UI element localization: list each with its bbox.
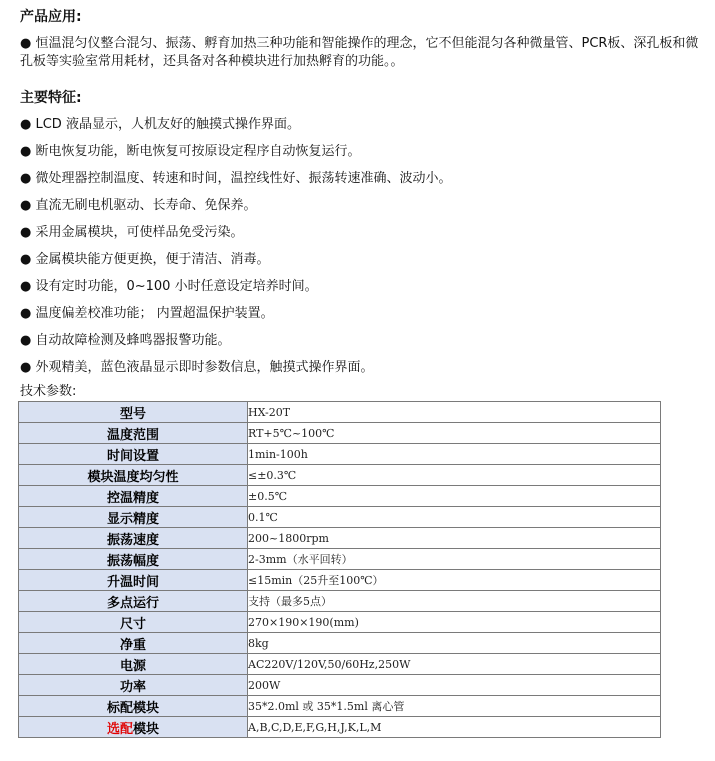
spec-key: 功率 (19, 675, 248, 696)
feature-item: ● 温度偏差校准功能； 内置超温保护装置。 (20, 306, 274, 321)
spec-key: 电源 (19, 654, 248, 675)
table-row (19, 423, 661, 444)
table-row (19, 444, 661, 465)
spec-key: 净重 (19, 633, 248, 654)
table-row (19, 675, 661, 696)
spec-value: 200~1800rpm (248, 528, 661, 549)
spec-value: 200W (248, 675, 661, 696)
feature-item: ● 外观精美，蓝色液晶显示即时参数信息，触摸式操作界面。 (20, 360, 374, 375)
table-row (19, 465, 661, 486)
spec-value: 35*2.0ml 或 35*1.5ml 离心管 (248, 696, 661, 717)
table-row (19, 717, 661, 738)
spec-value: 8kg (248, 633, 661, 654)
feature-item: ● 断电恢复功能，断电恢复可按原设定程序自动恢复运行。 (20, 144, 361, 159)
spec-value: 1min-100h (248, 444, 661, 465)
application-heading: 产品应用: (20, 9, 82, 25)
table-row (19, 696, 661, 717)
spec-key: 振荡速度 (19, 528, 248, 549)
spec-value: ±0.5℃ (248, 486, 661, 507)
optional-highlight: 选配 (106, 721, 133, 737)
table-row (19, 633, 661, 654)
spec-table (18, 401, 661, 738)
spec-key: 模块温度均匀性 (19, 465, 248, 486)
spec-value: A,B,C,D,E,F,G,H,J,K,L,M (248, 717, 661, 738)
spec-key: 多点运行 (19, 591, 248, 612)
spec-key: 尺寸 (19, 612, 248, 633)
table-row (19, 507, 661, 528)
spec-key: 显示精度 (19, 507, 248, 528)
table-row (19, 570, 661, 591)
application-text: ● 恒温混匀仪整合混匀、振荡、孵育加热三种功能和智能操作的理念，它不但能混匀各种微量管、PCR板、深孔板和微孔板等实验室常用耗材，还具备对各种模块进行加热孵育的功能。。 (20, 36, 699, 69)
feature-item: ● 直流无刷电机驱动、长寿命、免保养。 (20, 198, 257, 213)
feature-item: ● 金属模块能方便更换，便于清洁、消毒。 (20, 252, 270, 267)
specs-label: 技术参数: (20, 384, 77, 399)
spec-value: AC220V/120V,50/60Hz,250W (248, 654, 661, 675)
spec-key-rest: 模块 (133, 721, 160, 737)
table-row (19, 612, 661, 633)
spec-key: 标配模块 (19, 696, 248, 717)
table-row (19, 528, 661, 549)
spec-key: 温度范围 (19, 423, 248, 444)
feature-item: ● 自动故障检测及蜂鸣器报警功能。 (20, 333, 231, 348)
spec-value: ≤15min（25升至100℃） (248, 570, 661, 591)
spec-key: 控温精度 (19, 486, 248, 507)
table-row (19, 549, 661, 570)
spec-value: RT+5℃~100℃ (248, 423, 661, 444)
feature-item: ● 设有定时功能，0~100 小时任意设定培养时间。 (20, 279, 318, 294)
spec-key: 升温时间 (19, 570, 248, 591)
feature-item: ● LCD 液晶显示，人机友好的触摸式操作界面。 (20, 117, 300, 132)
spec-key: 振荡幅度 (19, 549, 248, 570)
table-row (19, 654, 661, 675)
table-row (19, 591, 661, 612)
spec-value: 2-3mm（水平回转） (248, 549, 661, 570)
feature-item: ● 采用金属模块，可使样品免受污染。 (20, 225, 244, 240)
spec-key: 时间设置 (19, 444, 248, 465)
spec-value: HX-20T (248, 402, 661, 423)
spec-key (19, 717, 248, 738)
spec-value: 支持（最多5点） (248, 591, 661, 612)
spec-value: 0.1℃ (248, 507, 661, 528)
features-heading: 主要特征: (20, 90, 82, 106)
spec-key: 型号 (19, 402, 248, 423)
table-row (19, 402, 661, 423)
table-row (19, 486, 661, 507)
spec-value: 270×190×190(mm) (248, 612, 661, 633)
spec-value: ≤±0.3℃ (248, 465, 661, 486)
feature-item: ● 微处理器控制温度、转速和时间，温控线性好、振荡转速准确、波动小。 (20, 171, 452, 186)
